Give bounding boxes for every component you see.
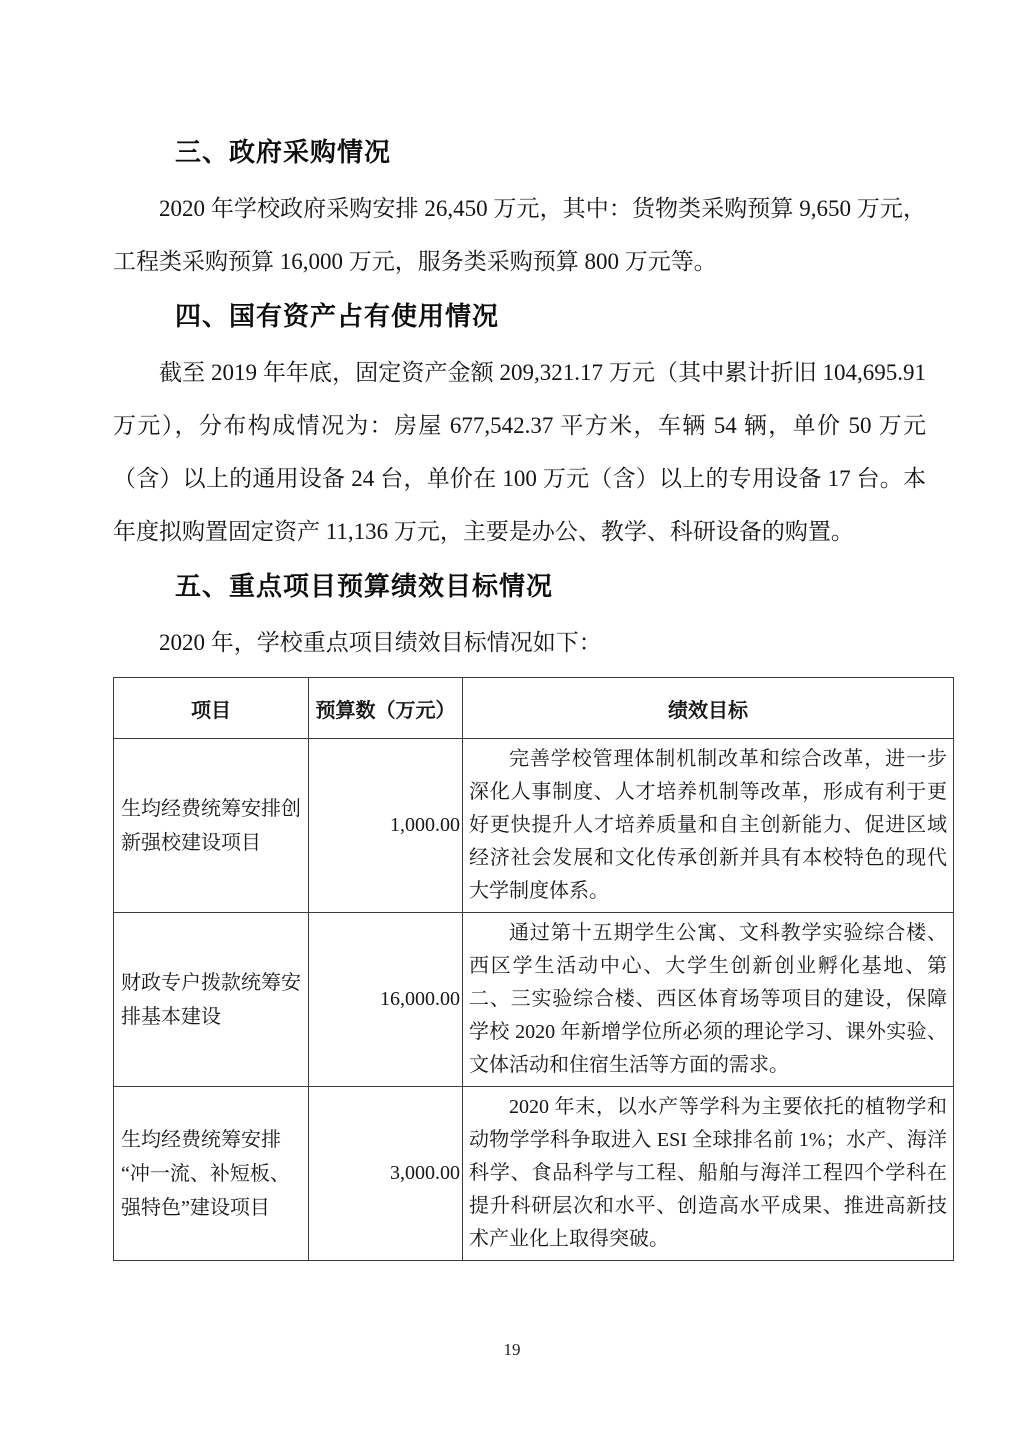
section-heading-state-assets: 四、国有资产占有使用情况 [175, 301, 500, 331]
target-cell: 通过第十五期学生公寓、文科教学实验综合楼、西区学生活动中心、大学生创新创业孵化基地、第二、三实验综合楼、西区体育场等项目的建设，保障学校 2020 年新增学位所必须的理论学习、课外实验、文体活动和住宿生活等方面的需求。 [463, 913, 954, 1087]
target-cell: 2020 年末，以水产等学科为主要依托的植物学和动物学学科争取进入 ESI 全球排名前 1%；水产、海洋科学、食品科学与工程、船舶与海洋工程四个学科在提升科研层次和水平、创造高水平成果、推进高新技术产业化上取得突破。 [463, 1087, 954, 1261]
budget-cell: 3,000.00 [309, 1087, 463, 1261]
section-state-assets [113, 300, 926, 558]
column-header-budget: 预算数（万元） [309, 678, 463, 739]
section-key-projects [113, 570, 926, 669]
budget-cell: 1,000.00 [309, 739, 463, 913]
target-cell: 完善学校管理体制机制改革和综合改革，进一步深化人事制度、人才培养机制等改革，形成有利于更好更快提升人才培养质量和自主创新能力、促进区域经济社会发展和文化传承创新并具有本校特色的现代大学制度体系。 [463, 739, 954, 913]
column-header-project: 项目 [114, 678, 309, 739]
paragraph-state-assets: 截至 2019 年年底，固定资产金额 209,321.17 万元（其中累计折旧 104,695.91 万元），分布构成情况为：房屋 677,542.37 平方米，车辆 54 辆，单价 50 万元（含）以上的通用设备 24 台，单价在 100 万元（含）以上的专用设备 17 台。本年度拟购置固定资产 11,136 万元，主要是办公、教学、科研设备的购置。 [113, 360, 927, 544]
paragraph-key-projects-intro: 2020 年，学校重点项目绩效目标情况如下： [159, 630, 602, 655]
project-cell: 生均经费统筹安排创新强校建设项目 [114, 739, 309, 913]
performance-target-table [113, 677, 954, 1261]
section-government-procurement [113, 136, 926, 288]
table-header-row [114, 678, 954, 739]
section-heading-key-projects: 五、重点项目预算绩效目标情况 [175, 571, 554, 601]
column-header-target: 绩效目标 [463, 678, 954, 739]
project-cell: 生均经费统筹安排“冲一流、补短板、强特色”建设项目 [114, 1087, 309, 1261]
paragraph-procurement: 2020 年学校政府采购安排 26,450 万元，其中：货物类采购预算 9,650 万元，工程类采购预算 16,000 万元，服务类采购预算 800 万元等。 [113, 196, 926, 274]
table-row [114, 913, 954, 1087]
project-cell: 财政专户拨款统筹安排基本建设 [114, 913, 309, 1087]
table-row [114, 739, 954, 913]
budget-cell: 16,000.00 [309, 913, 463, 1087]
table-row [114, 1087, 954, 1261]
document-content [113, 136, 947, 1261]
page-number: 19 [503, 1340, 521, 1359]
section-heading-procurement: 三、政府采购情况 [175, 137, 392, 167]
